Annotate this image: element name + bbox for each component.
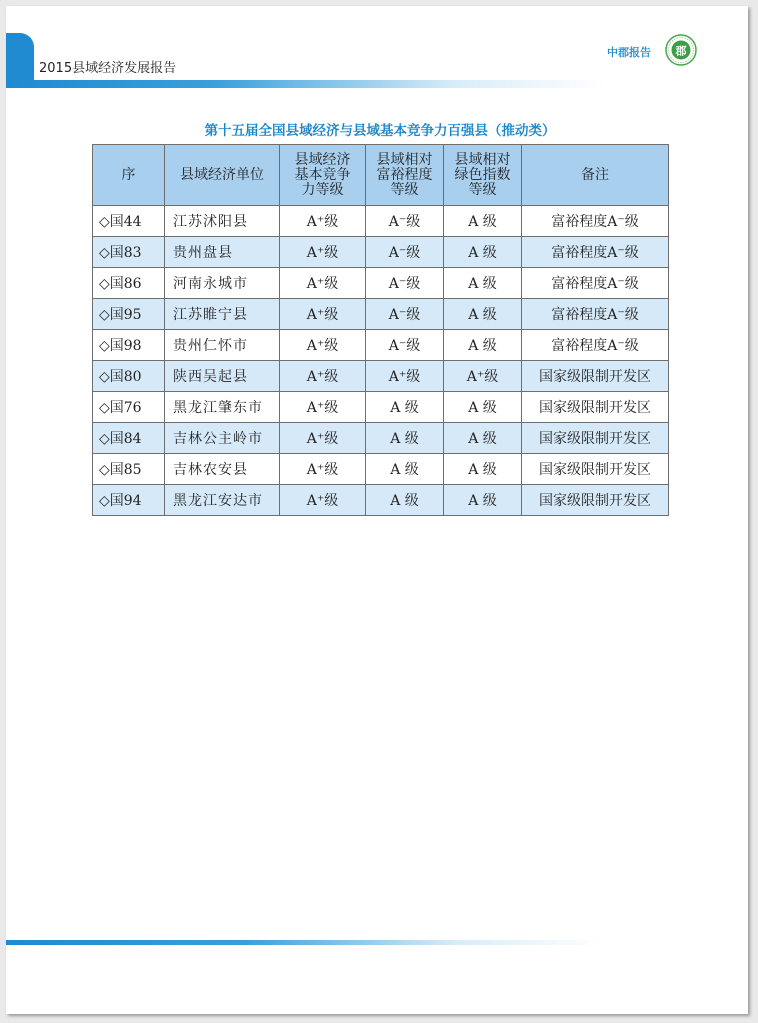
- cell-green-index-grade: A 级: [444, 423, 522, 454]
- cell-green-index-grade: A 级: [444, 454, 522, 485]
- cell-green-index-grade: A 级: [444, 299, 522, 330]
- cell-remarks: 国家级限制开发区: [522, 485, 669, 516]
- table-row: [93, 485, 669, 516]
- cell-seq: ◇国76: [93, 392, 165, 423]
- column-header-wealth-grade: [366, 145, 444, 206]
- cell-county-unit: 江苏睢宁县: [165, 299, 280, 330]
- table-row: [93, 361, 669, 392]
- ranking-table: [92, 144, 669, 516]
- cell-county-unit: 吉林公主岭市: [165, 423, 280, 454]
- table-row: [93, 423, 669, 454]
- column-header-line: 备注: [581, 166, 609, 183]
- cell-green-index-grade: A 级: [444, 268, 522, 299]
- column-header-line: 县域相对: [454, 151, 511, 168]
- cell-seq: ◇国84: [93, 423, 165, 454]
- cell-county-unit: 黑龙江安达市: [165, 485, 280, 516]
- cell-seq: ◇国86: [93, 268, 165, 299]
- table-body: [93, 206, 669, 516]
- cell-competitiveness-grade: A⁺级: [280, 268, 366, 299]
- column-header-line: 等级: [468, 181, 497, 198]
- cell-green-index-grade: A 级: [444, 330, 522, 361]
- column-header-line: 县域经济单位: [180, 166, 264, 183]
- cell-county-unit: 贵州盘县: [165, 237, 280, 268]
- cell-seq: ◇国98: [93, 330, 165, 361]
- cell-seq: ◇国83: [93, 237, 165, 268]
- cell-wealth-grade: A⁻级: [366, 268, 444, 299]
- cell-competitiveness-grade: A⁺级: [280, 206, 366, 237]
- cell-remarks: 富裕程度A⁻级: [522, 206, 669, 237]
- cell-wealth-grade: A 级: [366, 423, 444, 454]
- cell-wealth-grade: A⁻级: [366, 206, 444, 237]
- cell-wealth-grade: A⁻级: [366, 330, 444, 361]
- cell-green-index-grade: A 级: [444, 237, 522, 268]
- table-header-row: [93, 145, 669, 206]
- cell-seq: ◇国44: [93, 206, 165, 237]
- column-header-line: 力等级: [301, 181, 344, 198]
- column-header-line: 绿色指数: [454, 166, 511, 183]
- column-header-county-unit: [165, 145, 280, 206]
- brand-name: 中郡报告: [607, 46, 651, 59]
- table-row: [93, 299, 669, 330]
- cell-competitiveness-grade: A⁺级: [280, 485, 366, 516]
- brand-logo-char: 郡: [675, 44, 687, 58]
- column-header-seq: [93, 145, 165, 206]
- cell-competitiveness-grade: A⁺级: [280, 454, 366, 485]
- cell-wealth-grade: A⁺级: [366, 361, 444, 392]
- brand-logo-icon: [665, 34, 697, 66]
- column-header-line: 县域相对: [376, 151, 433, 168]
- cell-remarks: 富裕程度A⁻级: [522, 268, 669, 299]
- cell-competitiveness-grade: A⁺级: [280, 330, 366, 361]
- column-header-line: 县域经济: [294, 151, 351, 168]
- table-row: [93, 268, 669, 299]
- cell-wealth-grade: A⁻级: [366, 237, 444, 268]
- cell-competitiveness-grade: A⁺级: [280, 392, 366, 423]
- header-rule: [6, 80, 606, 88]
- column-header-line: 序: [121, 166, 136, 183]
- cell-wealth-grade: A 级: [366, 485, 444, 516]
- table-row: [93, 392, 669, 423]
- cell-remarks: 富裕程度A⁻级: [522, 330, 669, 361]
- table-row: [93, 454, 669, 485]
- cell-remarks: 国家级限制开发区: [522, 392, 669, 423]
- cell-green-index-grade: A 级: [444, 206, 522, 237]
- cell-seq: ◇国95: [93, 299, 165, 330]
- cell-remarks: 国家级限制开发区: [522, 454, 669, 485]
- table-title: 第十五届全国县域经济与县域基本竞争力百强县（推动类）: [204, 123, 556, 139]
- cell-competitiveness-grade: A⁺级: [280, 361, 366, 392]
- cell-remarks: 国家级限制开发区: [522, 423, 669, 454]
- column-header-competitiveness-grade: [280, 145, 366, 206]
- column-header-line: 等级: [390, 181, 419, 198]
- cell-county-unit: 贵州仁怀市: [165, 330, 280, 361]
- column-header-remarks: [522, 145, 669, 206]
- footer-rule: [6, 940, 606, 945]
- cell-green-index-grade: A 级: [444, 392, 522, 423]
- cell-seq: ◇国80: [93, 361, 165, 392]
- cell-wealth-grade: A 级: [366, 454, 444, 485]
- cell-remarks: 富裕程度A⁻级: [522, 299, 669, 330]
- table-row: [93, 237, 669, 268]
- cell-wealth-grade: A⁻级: [366, 299, 444, 330]
- cell-seq: ◇国85: [93, 454, 165, 485]
- cell-remarks: 富裕程度A⁻级: [522, 237, 669, 268]
- cell-remarks: 国家级限制开发区: [522, 361, 669, 392]
- cell-county-unit: 河南永城市: [165, 268, 280, 299]
- cell-seq: ◇国94: [93, 485, 165, 516]
- running-title: 2015县域经济发展报告: [39, 61, 177, 76]
- cell-county-unit: 江苏沭阳县: [165, 206, 280, 237]
- column-header-green-index-grade: [444, 145, 522, 206]
- cell-competitiveness-grade: A⁺级: [280, 237, 366, 268]
- cell-county-unit: 陕西吴起县: [165, 361, 280, 392]
- column-header-line: 基本竞争: [294, 166, 351, 183]
- table-row: [93, 206, 669, 237]
- cell-green-index-grade: A 级: [444, 485, 522, 516]
- cell-county-unit: 黑龙江肇东市: [165, 392, 280, 423]
- cell-county-unit: 吉林农安县: [165, 454, 280, 485]
- cell-wealth-grade: A 级: [366, 392, 444, 423]
- column-header-line: 富裕程度: [376, 166, 433, 183]
- cell-competitiveness-grade: A⁺级: [280, 423, 366, 454]
- cell-green-index-grade: A⁺级: [444, 361, 522, 392]
- table-row: [93, 330, 669, 361]
- cell-competitiveness-grade: A⁺级: [280, 299, 366, 330]
